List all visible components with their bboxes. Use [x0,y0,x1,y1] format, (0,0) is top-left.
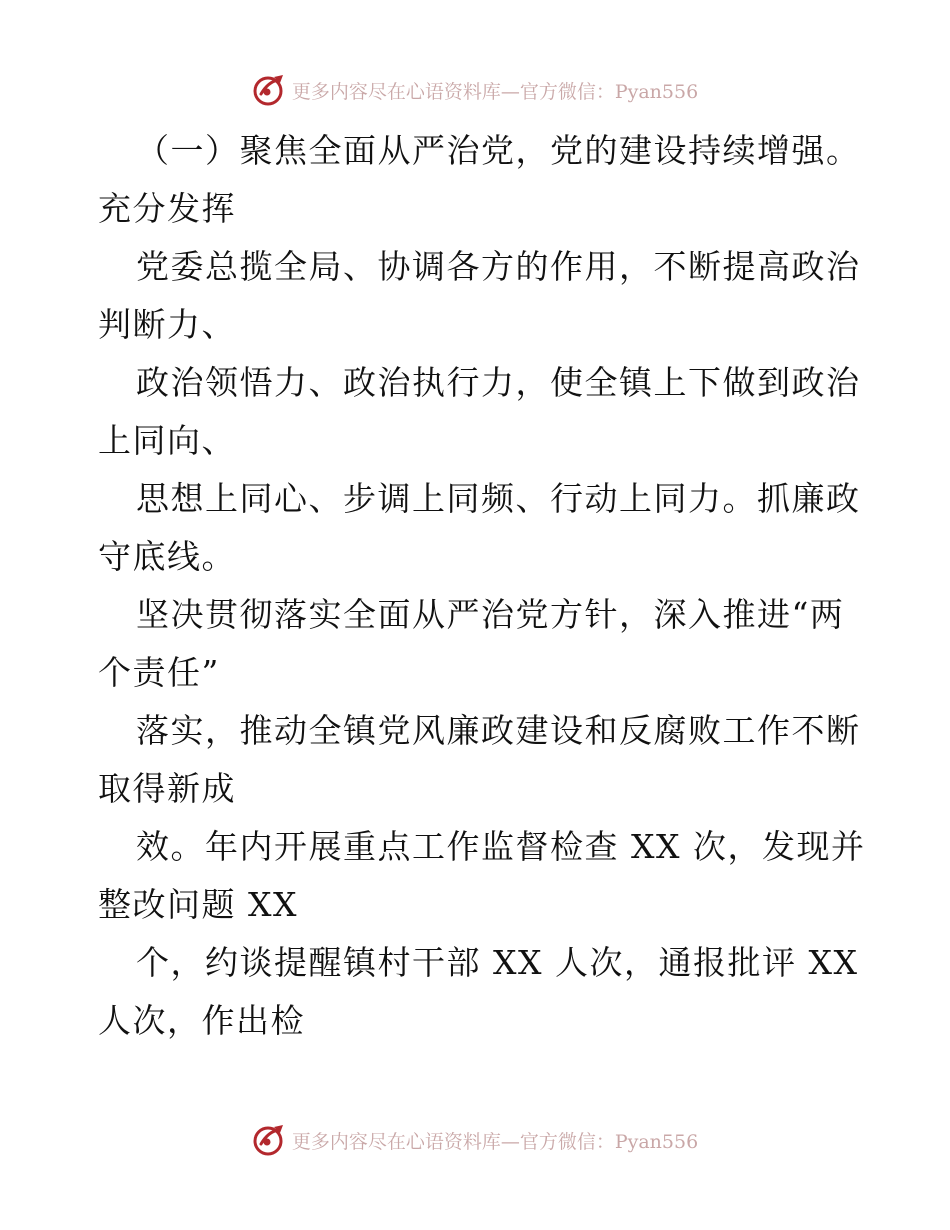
body-line: 个，约谈提醒镇村干部 XX 人次，通报批评 XX [136,943,859,982]
header-watermark [0,70,950,110]
body-line: 守底线。 [98,537,236,576]
body-line: 判断力、 [98,305,236,344]
watermark-text: 更多内容尽在心语资料库—官方微信：Pyan556 [291,1130,699,1153]
body-line: 充分发挥 [98,189,236,228]
body-line: 思想上同心、步调上同频、行动上同力。抓廉政 [136,479,861,518]
logo-icon [252,1122,288,1158]
watermark-text: 更多内容尽在心语资料库—官方微信：Pyan556 [291,80,699,103]
logo-icon [252,72,288,108]
body-line: 整改问题 XX [98,885,298,924]
body-line: 落实，推动全镇党风廉政建设和反腐败工作不断 [136,711,861,750]
body-line: 效。年内开展重点工作监督检查 XX 次，发现并 [136,827,866,866]
document-body [98,122,866,1050]
body-line: 党委总揽全局、协调各方的作用，不断提高政治 [136,247,861,286]
body-line: （一）聚焦全面从严治党，党的建设持续增强。 [136,131,861,170]
body-line: 取得新成 [98,769,236,808]
body-line: 个责任” [98,653,220,692]
body-line: 人次，作出检 [98,1001,305,1040]
body-line: 上同向、 [98,421,236,460]
body-line: 政治领悟力、政治执行力，使全镇上下做到政治 [136,363,861,402]
footer-watermark [0,1120,950,1160]
body-line: 坚决贯彻落实全面从严治党方针，深入推进“两 [136,595,845,634]
